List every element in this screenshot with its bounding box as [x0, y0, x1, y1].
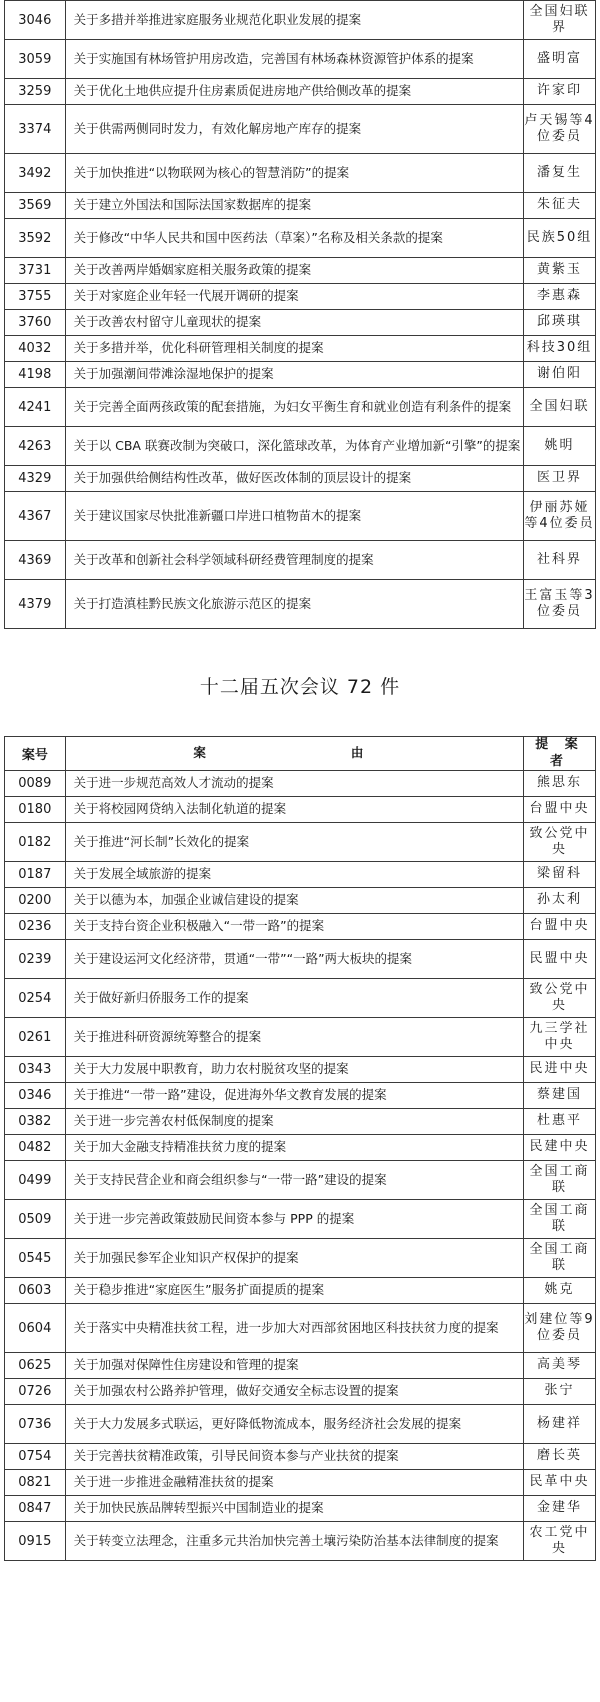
subject-cell: 关于改善农村留守儿童现状的提案 [65, 310, 523, 336]
table-row [5, 1239, 596, 1278]
table-row [5, 1109, 596, 1135]
subject-cell: 关于将校园网贷纳入法制化轨道的提案 [65, 797, 523, 823]
header-case-number: 案号 [5, 737, 66, 771]
header-subject: 案 由 [65, 737, 523, 771]
case-number-cell: 3592 [5, 219, 66, 258]
subject-cell: 关于加强供给侧结构性改革，做好医改体制的顶层设计的提案 [65, 466, 523, 492]
table-row [5, 388, 596, 427]
subject-cell: 关于加强对保障性住房建设和管理的提案 [65, 1353, 523, 1379]
case-number-cell: 3059 [5, 40, 66, 79]
proposer-cell: 高美琴 [524, 1353, 596, 1379]
table-row [5, 40, 596, 79]
proposal-table-fifth-session [4, 736, 596, 1561]
case-number-cell: 0604 [5, 1304, 66, 1353]
table-row [5, 310, 596, 336]
proposer-cell: 潘复生 [524, 154, 596, 193]
table-row [5, 466, 596, 492]
proposer-cell: 熊思东 [524, 771, 596, 797]
case-number-cell: 3731 [5, 258, 66, 284]
case-number-cell: 0346 [5, 1083, 66, 1109]
proposer-cell: 台盟中央 [524, 797, 596, 823]
subject-cell: 关于实施国有林场管护用房改造，完善国有林场森林资源管护体系的提案 [65, 40, 523, 79]
case-number-cell: 3259 [5, 79, 66, 105]
proposer-cell: 全国妇联界 [524, 1, 596, 40]
proposer-cell: 姚克 [524, 1278, 596, 1304]
table-row [5, 1161, 596, 1200]
subject-cell: 关于加强潮间带滩涂湿地保护的提案 [65, 362, 523, 388]
case-number-cell: 0089 [5, 771, 66, 797]
subject-cell: 关于建设运河文化经济带，贯通“一带”“一路”两大板块的提案 [65, 940, 523, 979]
case-number-cell: 0754 [5, 1444, 66, 1470]
subject-cell: 关于打造滇桂黔民族文化旅游示范区的提案 [65, 580, 523, 629]
subject-cell: 关于改革和创新社会科学领域科研经费管理制度的提案 [65, 541, 523, 580]
case-number-cell: 0180 [5, 797, 66, 823]
proposer-cell: 磨长英 [524, 1444, 596, 1470]
case-number-cell: 0187 [5, 862, 66, 888]
case-number-cell: 0261 [5, 1018, 66, 1057]
table-row [5, 336, 596, 362]
table-row [5, 940, 596, 979]
proposer-cell: 姚明 [524, 427, 596, 466]
table-row [5, 362, 596, 388]
table-row [5, 1304, 596, 1353]
case-number-cell: 0482 [5, 1135, 66, 1161]
subject-cell: 关于推进“一带一路”建设，促进海外华文教育发展的提案 [65, 1083, 523, 1109]
subject-cell: 关于建立外国法和国际法国家数据库的提案 [65, 193, 523, 219]
case-number-cell: 4369 [5, 541, 66, 580]
proposer-cell: 伊丽苏娅等4位委员 [524, 492, 596, 541]
table-row [5, 258, 596, 284]
table-row [5, 1522, 596, 1561]
subject-cell: 关于加强农村公路养护管理，做好交通安全标志设置的提案 [65, 1379, 523, 1405]
case-number-cell: 4241 [5, 388, 66, 427]
table-row [5, 427, 596, 466]
case-number-cell: 0736 [5, 1405, 66, 1444]
table-row [5, 154, 596, 193]
subject-cell: 关于优化土地供应提升住房素质促进房地产供给侧改革的提案 [65, 79, 523, 105]
case-number-cell: 0509 [5, 1200, 66, 1239]
case-number-cell: 0239 [5, 940, 66, 979]
subject-cell: 关于以德为本，加强企业诚信建设的提案 [65, 888, 523, 914]
subject-cell: 关于建议国家尽快批准新疆口岸进口植物苗木的提案 [65, 492, 523, 541]
table-row [5, 1353, 596, 1379]
subject-cell: 关于落实中央精准扶贫工程，进一步加大对西部贫困地区科技扶贫力度的提案 [65, 1304, 523, 1353]
table-row [5, 823, 596, 862]
subject-cell: 关于以 CBA 联赛改制为突破口，深化篮球改革，为体育产业增加新“引擎”的提案 [65, 427, 523, 466]
proposer-cell: 梁留科 [524, 862, 596, 888]
subject-cell: 关于多措并举，优化科研管理相关制度的提案 [65, 336, 523, 362]
subject-cell: 关于进一步推进金融精准扶贫的提案 [65, 1470, 523, 1496]
table-row [5, 1057, 596, 1083]
table-row [5, 797, 596, 823]
case-number-cell: 0182 [5, 823, 66, 862]
case-number-cell: 4329 [5, 466, 66, 492]
subject-cell: 关于推进科研资源统筹整合的提案 [65, 1018, 523, 1057]
table-row [5, 888, 596, 914]
table-row [5, 914, 596, 940]
proposal-table-previous-session [4, 0, 596, 629]
case-number-cell: 3046 [5, 1, 66, 40]
subject-cell: 关于加快民族品牌转型振兴中国制造业的提案 [65, 1496, 523, 1522]
proposer-cell: 许家印 [524, 79, 596, 105]
table-row [5, 1496, 596, 1522]
subject-cell: 关于改善两岸婚姻家庭相关服务政策的提案 [65, 258, 523, 284]
proposer-cell: 李惠森 [524, 284, 596, 310]
case-number-cell: 4032 [5, 336, 66, 362]
case-number-cell: 0200 [5, 888, 66, 914]
proposer-cell: 民建中央 [524, 1135, 596, 1161]
table-row [5, 979, 596, 1018]
proposer-cell: 医卫界 [524, 466, 596, 492]
proposer-cell: 民盟中央 [524, 940, 596, 979]
subject-cell: 关于稳步推进“家庭医生”服务扩面提质的提案 [65, 1278, 523, 1304]
case-number-cell: 0254 [5, 979, 66, 1018]
proposer-cell: 全国工商联 [524, 1161, 596, 1200]
subject-cell: 关于发展全域旅游的提案 [65, 862, 523, 888]
case-number-cell: 0847 [5, 1496, 66, 1522]
subject-cell: 关于做好新归侨服务工作的提案 [65, 979, 523, 1018]
section-title: 十二届五次会议 72 件 [199, 676, 401, 698]
case-number-cell: 0821 [5, 1470, 66, 1496]
subject-cell: 关于大力发展多式联运，更好降低物流成本，服务经济社会发展的提案 [65, 1405, 523, 1444]
proposer-cell: 朱征夫 [524, 193, 596, 219]
case-number-cell: 0499 [5, 1161, 66, 1200]
case-number-cell: 0625 [5, 1353, 66, 1379]
case-number-cell: 3569 [5, 193, 66, 219]
table-row [5, 1083, 596, 1109]
header-proposer: 提 案 者 [524, 737, 596, 771]
proposer-cell: 王富玉等3位委员 [524, 580, 596, 629]
table-row [5, 1405, 596, 1444]
case-number-cell: 3755 [5, 284, 66, 310]
table-row [5, 1135, 596, 1161]
subject-cell: 关于转变立法理念，注重多元共治加快完善土壤污染防治基本法律制度的提案 [65, 1522, 523, 1561]
table-row [5, 771, 596, 797]
proposer-cell: 蔡建国 [524, 1083, 596, 1109]
table-row [5, 219, 596, 258]
subject-cell: 关于大力发展中职教育，助力农村脱贫攻坚的提案 [65, 1057, 523, 1083]
proposer-cell: 台盟中央 [524, 914, 596, 940]
table-row [5, 580, 596, 629]
case-number-cell: 0726 [5, 1379, 66, 1405]
proposer-cell: 社科界 [524, 541, 596, 580]
subject-cell: 关于完善扶贫精准政策，引导民间资本参与产业扶贫的提案 [65, 1444, 523, 1470]
subject-cell: 关于加强民参军企业知识产权保护的提案 [65, 1239, 523, 1278]
subject-cell: 关于推进“河长制”长效化的提案 [65, 823, 523, 862]
table-row [5, 1278, 596, 1304]
case-number-cell: 4198 [5, 362, 66, 388]
subject-cell: 关于进一步规范高效人才流动的提案 [65, 771, 523, 797]
case-number-cell: 0236 [5, 914, 66, 940]
case-number-cell: 0603 [5, 1278, 66, 1304]
case-number-cell: 3760 [5, 310, 66, 336]
proposer-cell: 卢天锡等4位委员 [524, 105, 596, 154]
proposer-cell: 全国工商联 [524, 1200, 596, 1239]
table-row [5, 1470, 596, 1496]
subject-cell: 关于进一步完善农村低保制度的提案 [65, 1109, 523, 1135]
table-row [5, 1200, 596, 1239]
proposer-cell: 科技30组 [524, 336, 596, 362]
subject-cell: 关于支持民营企业和商会组织参与“一带一路”建设的提案 [65, 1161, 523, 1200]
subject-cell: 关于修改“中华人民共和国中医药法（草案）”名称及相关条款的提案 [65, 219, 523, 258]
proposer-cell: 盛明富 [524, 40, 596, 79]
case-number-cell: 0545 [5, 1239, 66, 1278]
case-number-cell: 3374 [5, 105, 66, 154]
proposer-cell: 谢伯阳 [524, 362, 596, 388]
subject-cell: 关于加大金融支持精准扶贫力度的提案 [65, 1135, 523, 1161]
table-row [5, 1444, 596, 1470]
table-row [5, 492, 596, 541]
case-number-cell: 0343 [5, 1057, 66, 1083]
case-number-cell: 3492 [5, 154, 66, 193]
table-row [5, 541, 596, 580]
proposer-cell: 全国工商联 [524, 1239, 596, 1278]
proposer-cell: 孙太利 [524, 888, 596, 914]
subject-cell: 关于进一步完善政策鼓励民间资本参与 PPP 的提案 [65, 1200, 523, 1239]
proposer-cell: 致公党中央 [524, 823, 596, 862]
table-row [5, 79, 596, 105]
proposer-cell: 民革中央 [524, 1470, 596, 1496]
subject-cell: 关于多措并举推进家庭服务业规范化职业发展的提案 [65, 1, 523, 40]
proposer-cell: 农工党中央 [524, 1522, 596, 1561]
case-number-cell: 0382 [5, 1109, 66, 1135]
proposer-cell: 杨建祥 [524, 1405, 596, 1444]
subject-cell: 关于支持台资企业积极融入“一带一路”的提案 [65, 914, 523, 940]
proposer-cell: 民族50组 [524, 219, 596, 258]
table-row [5, 105, 596, 154]
table-row [5, 1018, 596, 1057]
table-row [5, 1379, 596, 1405]
subject-cell: 关于供需两侧同时发力，有效化解房地产库存的提案 [65, 105, 523, 154]
subject-cell: 关于对家庭企业年轻一代展开调研的提案 [65, 284, 523, 310]
subject-cell: 关于完善全面两孩政策的配套措施，为妇女平衡生育和就业创造有利条件的提案 [65, 388, 523, 427]
proposer-cell: 致公党中央 [524, 979, 596, 1018]
table-row [5, 862, 596, 888]
table-row [5, 1, 596, 40]
subject-cell: 关于加快推进“以物联网为核心的智慧消防”的提案 [65, 154, 523, 193]
proposer-cell: 民进中央 [524, 1057, 596, 1083]
table-header-row [5, 737, 596, 771]
proposer-cell: 邱瑛琪 [524, 310, 596, 336]
case-number-cell: 4379 [5, 580, 66, 629]
table-row [5, 284, 596, 310]
case-number-cell: 4367 [5, 492, 66, 541]
case-number-cell: 0915 [5, 1522, 66, 1561]
proposer-cell: 张宁 [524, 1379, 596, 1405]
table-row [5, 193, 596, 219]
proposer-cell: 黄紫玉 [524, 258, 596, 284]
case-number-cell: 4263 [5, 427, 66, 466]
proposer-cell: 杜惠平 [524, 1109, 596, 1135]
proposer-cell: 金建华 [524, 1496, 596, 1522]
proposer-cell: 全国妇联 [524, 388, 596, 427]
proposer-cell: 刘建位等9位委员 [524, 1304, 596, 1353]
proposer-cell: 九三学社中央 [524, 1018, 596, 1057]
